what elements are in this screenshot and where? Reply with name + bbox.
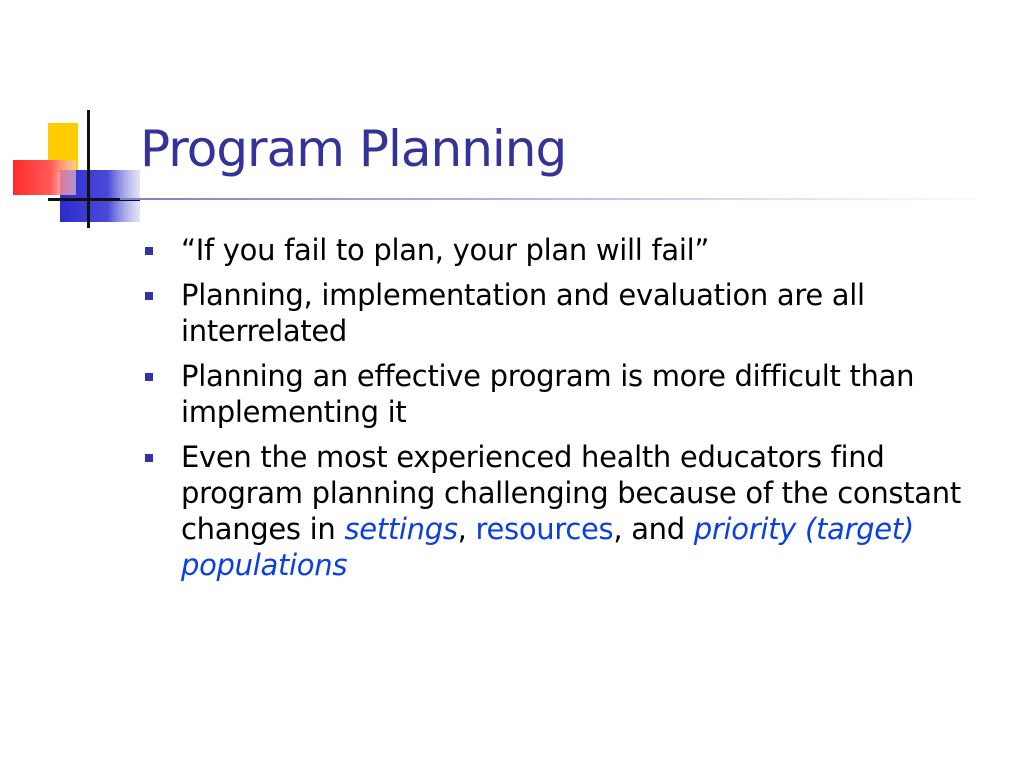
- list-item: [142, 358, 1002, 430]
- bullet-text: “If you fail to plan, your plan will fail”: [181, 233, 710, 267]
- bullet-text: Planning, implementation and evaluation are all interrelated: [181, 278, 865, 348]
- square-bullet-icon: [145, 373, 153, 381]
- list-item: [142, 277, 1002, 349]
- square-bullet-icon: [145, 454, 153, 462]
- square-bullet-icon: [145, 292, 153, 300]
- decorative-squares-logo-icon: [0, 0, 140, 240]
- list-item: [142, 232, 1002, 268]
- bullet-text-part: ,: [457, 512, 476, 546]
- bullet-text-part: Even the most experienced health educators find program planning challenging because of the constant changes in: [181, 440, 961, 546]
- highlight-resources: resources: [475, 512, 614, 546]
- highlight-priority-populations: priority (target) populations: [181, 512, 914, 582]
- bullet-text: Planning an effective program is more difficult than implementing it: [181, 359, 915, 429]
- list-item: [142, 439, 1002, 583]
- bullet-text-part: , and: [613, 512, 694, 546]
- highlight-settings: settings: [344, 512, 458, 546]
- bullet-list: [142, 232, 1002, 592]
- square-bullet-icon: [145, 247, 153, 255]
- title-divider: [120, 198, 1000, 200]
- page-title: Program Planning: [140, 120, 567, 178]
